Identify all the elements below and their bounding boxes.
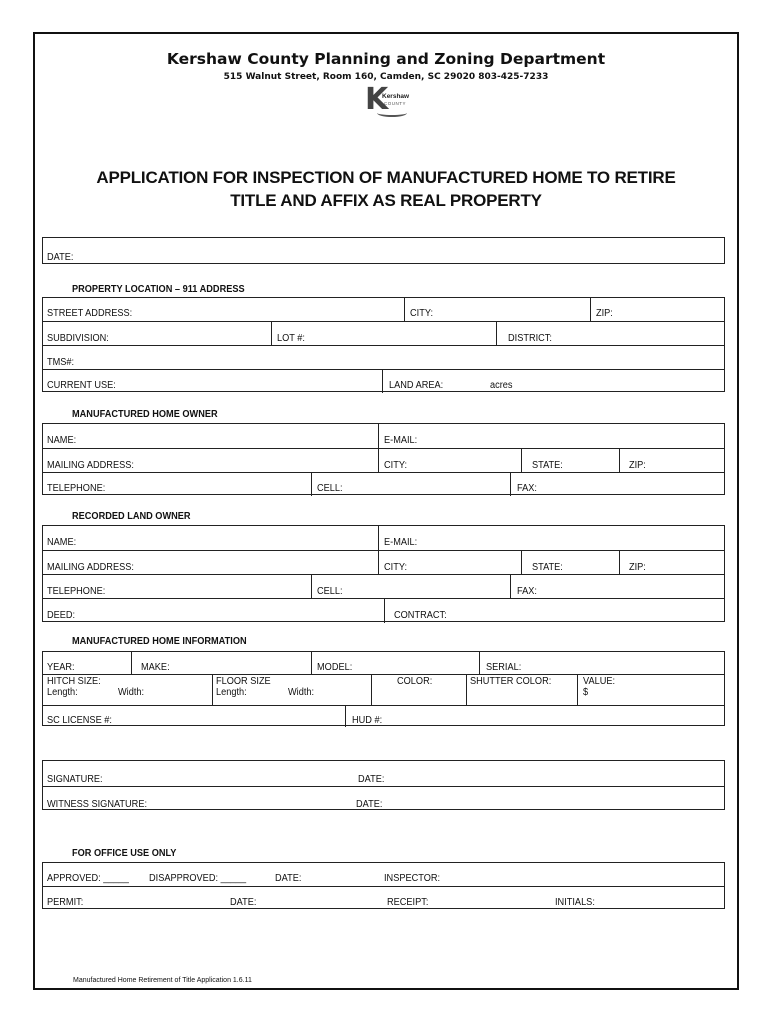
land-name-label: NAME:: [47, 537, 77, 548]
department-name: Kershaw County Planning and Zoning Department: [166, 50, 606, 68]
form-title-line1: APPLICATION FOR INSPECTION OF MANUFACTURED HOME TO RETIRE: [96, 168, 676, 187]
subdivision-row: [43, 321, 724, 346]
shutter-color-label: SHUTTER COLOR:: [470, 676, 552, 687]
form-page: [33, 32, 739, 990]
hitch-size-label: HITCH SIZE:: [47, 676, 101, 687]
owner-zip-label: ZIP:: [629, 460, 646, 471]
form-title: [35, 166, 737, 212]
land-area-label: LAND AREA:: [389, 380, 444, 391]
form-footer: Manufactured Home Retirement of Title Application 1.6.11: [73, 977, 252, 984]
logo-swoosh-icon: [377, 109, 407, 117]
date-box[interactable]: [42, 237, 725, 264]
witness-signature-label: WITNESS SIGNATURE:: [47, 799, 148, 810]
date-label: DATE:: [47, 252, 74, 263]
owner-mailing-label: MAILING ADDRESS:: [47, 460, 134, 471]
zip-label: ZIP:: [596, 308, 613, 319]
receipt-label: RECEIPT:: [387, 897, 429, 908]
land-owner-phone-row: [43, 574, 724, 599]
floor-length-label: Length:: [216, 687, 247, 698]
owner-telephone-label: TELEPHONE:: [47, 483, 106, 494]
approval-date-label: DATE:: [275, 873, 302, 884]
inspector-label: INSPECTOR:: [384, 873, 441, 884]
home-owner-section: [42, 423, 725, 495]
value-dollar: $: [583, 687, 589, 698]
current-use-label: CURRENT USE:: [47, 380, 116, 391]
hitch-width-label: Width:: [118, 687, 145, 698]
permit-label: PERMIT:: [47, 897, 84, 908]
contract-label: CONTRACT:: [394, 610, 447, 621]
land-state-label: STATE:: [532, 562, 563, 573]
size-row: [43, 674, 724, 706]
acres-label: acres: [490, 380, 513, 391]
land-cell-label: CELL:: [317, 586, 343, 597]
sc-license-label: SC LICENSE #:: [47, 715, 112, 726]
value-label: VALUE:: [583, 676, 616, 687]
license-row: [43, 705, 724, 727]
lot-label: LOT #:: [277, 333, 305, 344]
street-row: [43, 298, 724, 321]
city-label: CITY:: [410, 308, 434, 319]
signature-section: [42, 760, 725, 810]
land-telephone-label: TELEPHONE:: [47, 586, 106, 597]
street-address-label: STREET ADDRESS:: [47, 308, 133, 319]
signature-date-label: DATE:: [358, 774, 385, 785]
department-address: 515 Walnut Street, Room 160, Camden, SC 29020 803-425-7233: [223, 72, 549, 82]
owner-name-label: NAME:: [47, 435, 77, 446]
owner-state-label: STATE:: [532, 460, 563, 471]
owner-city-label: CITY:: [384, 460, 408, 471]
color-label: COLOR:: [397, 676, 433, 687]
home-info-section: [42, 651, 725, 726]
form-title-line2: TITLE AND AFFIX AS REAL PROPERTY: [230, 191, 542, 210]
witness-date-label: DATE:: [356, 799, 383, 810]
permit-date-label: DATE:: [230, 897, 257, 908]
hitch-length-label: Length:: [47, 687, 78, 698]
home-owner-mailing-row: [43, 448, 724, 473]
approval-row: [43, 863, 724, 886]
year-row: [43, 652, 724, 674]
logo-text: Kershaw: [382, 93, 410, 100]
land-owner-name-row: [43, 526, 724, 550]
office-use-heading: FOR OFFICE USE ONLY: [72, 848, 177, 859]
witness-row[interactable]: [43, 786, 724, 811]
deed-label: DEED:: [47, 610, 76, 621]
approved-label: APPROVED: _____: [47, 873, 129, 884]
logo-k-glyph: K: [365, 82, 389, 117]
owner-fax-label: FAX:: [517, 483, 537, 494]
initials-label: INITIALS:: [555, 897, 595, 908]
property-section: [42, 297, 725, 392]
hud-label: HUD #:: [352, 715, 383, 726]
tms-label: TMS#:: [47, 357, 75, 368]
land-owner-section: [42, 525, 725, 622]
year-label: YEAR:: [47, 662, 75, 673]
land-email-label: E-MAIL:: [384, 537, 418, 548]
permit-row: [43, 886, 724, 910]
land-zip-label: ZIP:: [629, 562, 646, 573]
land-fax-label: FAX:: [517, 586, 537, 597]
signature-row[interactable]: [43, 761, 724, 786]
tms-row: [43, 345, 724, 370]
district-label: DISTRICT:: [508, 333, 552, 344]
office-use-section: [42, 862, 725, 909]
land-mailing-label: MAILING ADDRESS:: [47, 562, 134, 573]
owner-cell-label: CELL:: [317, 483, 343, 494]
serial-label: SERIAL:: [486, 662, 522, 673]
home-info-heading: MANUFACTURED HOME INFORMATION: [72, 636, 247, 647]
disapproved-label: DISAPPROVED: _____: [149, 873, 247, 884]
current-use-row: [43, 369, 724, 393]
home-owner-name-row: [43, 424, 724, 448]
floor-width-label: Width:: [288, 687, 315, 698]
county-logo: [365, 82, 411, 118]
home-owner-phone-row: [43, 472, 724, 496]
logo-subtext: COUNTY: [384, 101, 406, 106]
land-city-label: CITY:: [384, 562, 408, 573]
deed-row: [43, 598, 724, 623]
land-owner-mailing-row: [43, 550, 724, 575]
home-owner-heading: MANUFACTURED HOME OWNER: [72, 409, 218, 420]
land-owner-heading: RECORDED LAND OWNER: [72, 511, 191, 522]
property-heading: PROPERTY LOCATION – 911 ADDRESS: [72, 284, 245, 295]
owner-email-label: E-MAIL:: [384, 435, 418, 446]
signature-label: SIGNATURE:: [47, 774, 103, 785]
floor-size-label: FLOOR SIZE: [216, 676, 271, 687]
subdivision-label: SUBDIVISION:: [47, 333, 109, 344]
make-label: MAKE:: [141, 662, 170, 673]
model-label: MODEL:: [317, 662, 353, 673]
